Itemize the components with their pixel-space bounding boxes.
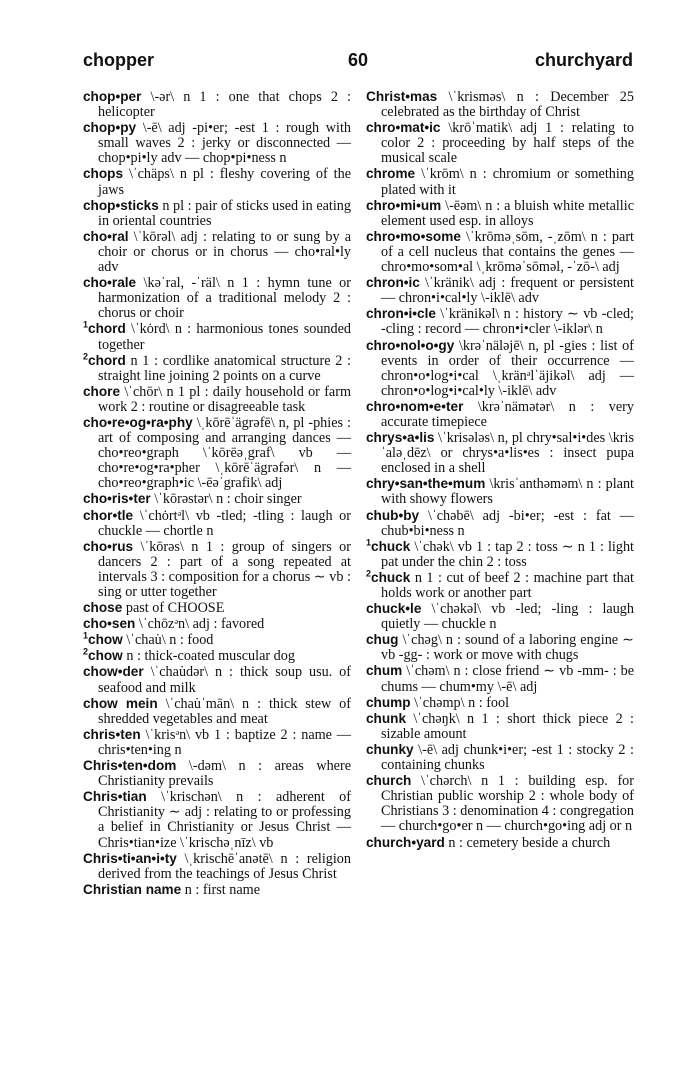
definition: n 1 : cordlike anatomical structure 2 : straight line joining 2 points on a curve [98,352,351,384]
homograph-number: 2 [83,646,89,657]
dictionary-entry [83,758,351,789]
definition: n pl : pair of sticks used in eating in oriental countries [98,197,351,229]
definition: \ˈchəmp\ n : fool [410,694,510,711]
page-header [83,50,633,76]
headword: chro•nom•e•ter [366,398,464,414]
definition: n 1 : cut of beef 2 : machine part that holds work or another part [381,569,634,601]
definition: \ˈkōrəl\ adj : relating to or sung by a choir or chorus or in chorus — cho•ral•ly adv [98,228,351,276]
left-column [83,89,351,898]
definition: \krōˈmatik\ adj 1 : relating to color 2 : proceeding by half steps of the musical scale [381,120,634,167]
headword: chunk [366,710,407,726]
definition: \ˈkrischən\ n : adherent of Christianity ∼ adj : relating to or professing a belief in Christianity or Jesus Christ — Chris•tian•ize \ˈkrischəˌnīz\ vb [98,789,351,851]
dictionary-entry [366,338,634,399]
headword: cho•re•og•ra•phy [83,414,193,430]
dictionary-entry [366,835,634,851]
left-guide-word: chopper [83,50,155,70]
headword: chow [88,648,123,664]
dictionary-entry [83,415,351,491]
dictionary-entry [83,229,351,275]
homograph-number: 1 [83,319,89,330]
headword: Chris•tian [83,789,147,805]
headword: cho•ral [83,228,129,244]
headword: chord [88,352,126,368]
dictionary-entry [83,198,351,229]
headword: chum [366,663,403,679]
definition: \ˈkōrəs\ n 1 : group of singers or dancers 2 : part of a song repeated at intervals 3 : composition for a chorus ∼ vb : sing or utter together [98,538,351,600]
homograph-number: 2 [83,350,89,361]
definition: \ˈchərch\ n 1 : building esp. for Christian public worship 2 : whole body of Christians 3 : denomination 4 : congregation — church•go•er n — church•go•ing adj or n [381,773,634,835]
definition: \ˈkränikəl\ n : history ∼ vb -cled; -cling : record — chron•i•cler \-iklər\ n [381,306,634,338]
dictionary-entry [366,663,634,694]
right-column [366,89,634,851]
headword: chump [366,694,411,710]
headword: chro•nol•o•gy [366,337,455,353]
headword: chro•mi•um [366,197,442,213]
definition: \ˈkrisᵊn\ vb 1 : baptize 2 : name — chris•ten•ing n [98,726,351,758]
dictionary-entry [83,491,351,507]
headword: church•yard [366,834,445,850]
definition: \ˈchək\ vb 1 : tap 2 : toss ∼ n 1 : light pat under the chin 2 : toss [381,538,634,570]
headword: chry•san•the•mum [366,476,486,492]
dictionary-entry [366,536,634,570]
headword: chow•der [83,664,144,680]
definition: \ˈkränik\ adj : frequent or persistent — chron•i•cal•ly \-iklē\ adv [381,275,634,307]
headword: Christ•mas [366,89,438,104]
dictionary-entry [83,321,351,352]
headword: chuck•le [366,601,422,617]
definition: \ˈkrisməs\ n : December 25 celebrated as the birthday of Christ [381,89,634,121]
dictionary-entry [83,851,351,882]
definition: \ˈchau̇ˈmān\ n : thick stew of shredded vegetables and meat [98,695,351,727]
definition: \kəˈral, -ˈräl\ n 1 : hymn tune or harmonization of a traditional melody 2 : chorus or choir [98,275,351,322]
dictionary-entry [83,508,351,539]
headword: church [366,773,412,789]
headword: chro•mo•some [366,228,461,244]
headword: chuck [371,538,411,554]
headword: chow [88,632,123,648]
headword: chrys•a•lis [366,430,435,446]
dictionary-entry [366,430,634,476]
headword: cho•ris•ter [83,491,151,507]
dictionary-entry [366,198,634,229]
headword: chub•by [366,507,420,523]
headword: chug [366,632,399,648]
headword: chunky [366,741,414,757]
dictionary-entry [83,350,351,384]
headword: cho•sen [83,616,136,632]
definition: \krisˈanthəməm\ n : plant with showy flowers [381,476,634,508]
dictionary-entry [83,539,351,600]
dictionary-entry [366,306,634,337]
definition: \ˈchau̇dər\ n : thick soup usu. of seafood and milk [98,664,351,696]
headword: chop•per [83,89,142,104]
definition: \krəˈnäləjē\ n, pl -gies : list of events in order of their occurrence — chron•o•log•i•cal \ˌkränᵊlˈäjikəl\ adj — chron•o•log•i•cal•ly \-iklē\ adv [381,337,634,399]
dictionary-entry [366,508,634,539]
definition: \krəˈnämətər\ n : very accurate timepiece [381,398,634,430]
dictionary-entry [366,711,634,742]
headword: chrome [366,166,416,182]
dictionary-entry [83,789,351,850]
definition: \ˌkōrēˈägrəfē\ n, pl -phies : art of composing and arranging dances — cho•reo•graph \ˈkōrēəˌgraf\ vb — cho•re•og•ra•pher \ˌkōrēˈägrəfər\ n — cho•reo•graph•ic \-ēəˈgrafik\ adj [98,414,351,492]
dictionary-entry [83,275,351,321]
headword: chor•tle [83,507,134,523]
definition: \ˈchȯrtᵊl\ vb -tled; -tling : laugh or chuckle — chortle n [98,507,351,539]
definition: \ˈchōzᵊn\ adj : favored [135,616,265,633]
definition: \ˈchəŋk\ n 1 : short thick piece 2 : sizable amount [381,710,634,742]
dictionary-entry [366,632,634,663]
definition: \ˈkrōməˌsōm, -ˌzōm\ n : part of a cell nucleus that contains the genes — chro•mo•som•al \ˌkrōməˈsōməl, -ˈzō-\ adj [381,228,634,276]
dictionary-entry [83,727,351,758]
headword: chore [83,383,121,399]
page-number: 60 [347,50,369,70]
dictionary-entry [366,89,634,120]
dictionary-entry [366,773,634,834]
definition: \ˈkȯrd\ n : harmonious tones sounded together [98,321,351,353]
dictionary-entry [83,89,351,120]
definition: \-ē\ adj chunk•i•er; -est 1 : stocky 2 : containing chunks [381,741,634,774]
headword: Chris•ten•dom [83,758,177,774]
dictionary-entry [83,696,351,727]
dictionary-entry [83,882,351,898]
dictionary-entry [83,384,351,415]
dictionary-entry [366,399,634,430]
dictionary-entry [366,275,634,306]
definition: \ˈchəbē\ adj -bi•er; -est : fat — chub•bi•ness n [381,507,634,539]
definition: \ˈkrōm\ n : chromium or something plated with it [381,166,634,198]
dictionary-entry [83,166,351,197]
headword: chro•mat•ic [366,120,441,136]
definition: \ˈchəg\ n : sound of a laboring engine ∼ vb -gg- : work or move with chugs [381,632,634,664]
headword: chow mein [83,695,158,711]
headword: chop•sticks [83,197,159,213]
dictionary-entry [366,695,634,711]
dictionary-entry [366,476,634,507]
definition: \ˈchau̇\ n : food [122,632,214,649]
definition: \ˈchəm\ n : close friend ∼ vb -mm- : be chums — chum•my \-ē\ adj [381,663,634,695]
headword: Christian name [83,881,182,897]
homograph-number: 1 [366,536,372,547]
definition: \-ər\ n 1 : one that chops 2 : helicopter [98,89,351,121]
definition: \ˈkōrəstər\ n : choir singer [150,491,302,508]
headword: chose [83,600,123,616]
definition: \-ēəm\ n : a bluish white metallic element used esp. in alloys [381,197,634,229]
dictionary-entry [366,601,634,632]
definition: \ˌkrischēˈanətē\ n : religion derived from the teachings of Jesus Christ [98,850,351,882]
definition: \ˈkrisələs\ n, pl chry•sal•i•des \krisˈaləˌdēz\ or chrys•a•lis•es : insect pupa enclosed in a shell [381,430,634,477]
headword: cho•rus [83,538,134,554]
headword: chord [88,321,126,337]
definition: \-ē\ adj -pi•er; -est 1 : rough with small waves 2 : jerky or disconnected — chop•pi•ly adv — chop•pi•ness n [98,120,351,167]
headword: Chris•ti•an•i•ty [83,850,177,866]
dictionary-entry [366,229,634,275]
dictionary-entry [366,570,634,601]
dictionary-entry [83,616,351,632]
dictionary-entry [83,600,351,616]
homograph-number: 2 [366,568,372,579]
dictionary-entry [366,166,634,197]
definition: n : first name [181,881,261,898]
headword: chron•ic [366,275,420,291]
headword: chops [83,166,124,182]
dictionary-entry [366,742,634,773]
dictionary-entry [83,120,351,166]
headword: chuck [371,569,411,585]
definition: \ˈchōr\ n 1 pl : daily household or farm work 2 : routine or disagreeable task [98,383,351,415]
definition: \-dəm\ n : areas where Christianity prevails [98,758,351,790]
right-guide-word: churchyard [534,50,633,70]
headword: chris•ten [83,726,141,742]
dictionary-entry [83,648,351,664]
definition: past of CHOOSE [122,600,225,617]
headword: chron•i•cle [366,306,436,322]
dictionary-entry [366,120,634,166]
headword: cho•rale [83,275,137,291]
definition: \ˈchäps\ n pl : fleshy covering of the jaws [98,166,351,198]
definition: \ˈchəkəl\ vb -led; -ling : laugh quietly — chuckle n [381,601,634,633]
definition: n : cemetery beside a church [444,834,611,851]
headword: chop•py [83,120,137,136]
definition: n : thick-coated muscular dog [122,648,295,665]
dictionary-entry [83,664,351,695]
homograph-number: 1 [83,630,89,641]
dictionary-entry [83,632,351,648]
